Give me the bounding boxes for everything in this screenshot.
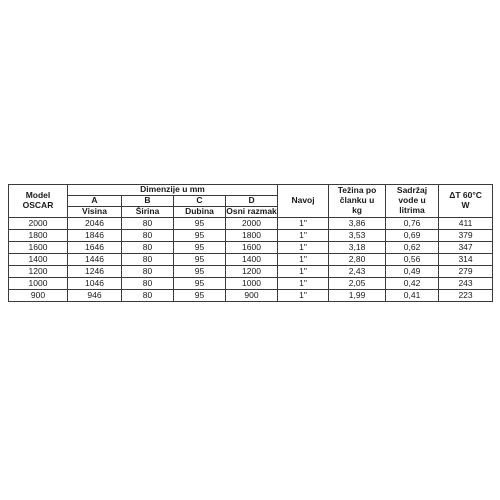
header-col-b-name: Širina — [122, 207, 174, 218]
header-col-a-letter: A — [68, 196, 122, 207]
header-weight-line2: članku u — [339, 195, 375, 206]
table-cell: 1246 — [68, 266, 122, 278]
table-cell: 314 — [439, 254, 493, 266]
table-cell: 0,42 — [386, 278, 439, 290]
radiator-spec-table — [8, 184, 493, 302]
header-heat-output — [439, 185, 493, 218]
table-cell: 95 — [174, 266, 226, 278]
header-dimensions-group: Dimenzije u mm — [68, 185, 278, 196]
table-cell: 1000 — [9, 278, 68, 290]
table-cell: 1" — [278, 290, 329, 302]
header-weight-line3: kg — [352, 204, 362, 215]
table-cell: 279 — [439, 266, 493, 278]
header-col-a-name: Visina — [68, 207, 122, 218]
table-cell: 95 — [174, 290, 226, 302]
table-cell: 900 — [9, 290, 68, 302]
table-cell: 1,99 — [329, 290, 386, 302]
header-model-line2: OSCAR — [22, 200, 54, 210]
table-cell: 1" — [278, 266, 329, 278]
table-cell: 80 — [122, 254, 174, 266]
table-cell: 2,80 — [329, 254, 386, 266]
table-cell: 80 — [122, 278, 174, 290]
table-cell: 2000 — [9, 218, 68, 230]
table-cell: 223 — [439, 290, 493, 302]
table-cell: 411 — [439, 218, 493, 230]
table-cell: 2,43 — [329, 266, 386, 278]
header-power-line2: W — [461, 200, 470, 210]
table-cell: 3,18 — [329, 242, 386, 254]
table-cell: 0,76 — [386, 218, 439, 230]
table-cell: 1" — [278, 254, 329, 266]
table-row — [9, 266, 493, 278]
table-cell: 80 — [122, 230, 174, 242]
table-row — [9, 278, 493, 290]
header-thread: Navoj — [278, 185, 329, 218]
table-cell: 1046 — [68, 278, 122, 290]
table-cell: 2,05 — [329, 278, 386, 290]
table-cell: 1446 — [68, 254, 122, 266]
table-cell: 1" — [278, 230, 329, 242]
table-cell: 1200 — [9, 266, 68, 278]
table-cell: 1" — [278, 278, 329, 290]
table-cell: 95 — [174, 254, 226, 266]
table-cell: 1600 — [226, 242, 278, 254]
header-content-line2: vode u — [398, 195, 426, 206]
header-water-content — [386, 185, 439, 218]
header-col-c-name: Dubina — [174, 207, 226, 218]
table-cell: 1" — [278, 218, 329, 230]
table-cell: 2046 — [68, 218, 122, 230]
table-cell: 2000 — [226, 218, 278, 230]
header-content-line3: litrima — [399, 204, 425, 215]
table-cell: 3,53 — [329, 230, 386, 242]
table-cell: 1600 — [9, 242, 68, 254]
table-cell: 1" — [278, 242, 329, 254]
table-cell: 1200 — [226, 266, 278, 278]
table-cell: 0,49 — [386, 266, 439, 278]
table-cell: 95 — [174, 230, 226, 242]
header-model-line1: Model — [25, 190, 51, 201]
header-col-c-letter: C — [174, 196, 226, 207]
table-body — [9, 218, 493, 302]
header-col-d-letter: D — [226, 196, 278, 207]
table-cell: 95 — [174, 278, 226, 290]
table-cell: 80 — [122, 242, 174, 254]
table-cell: 347 — [439, 242, 493, 254]
table-cell: 80 — [122, 290, 174, 302]
table-cell: 80 — [122, 218, 174, 230]
table-cell: 1800 — [9, 230, 68, 242]
table-cell: 1646 — [68, 242, 122, 254]
table-row — [9, 218, 493, 230]
header-content-line1: Sadržaj — [396, 185, 428, 196]
header-model — [9, 185, 68, 218]
table-cell: 1400 — [226, 254, 278, 266]
table-cell: 0,69 — [386, 230, 439, 242]
header-col-b-letter: B — [122, 196, 174, 207]
table-cell: 95 — [174, 242, 226, 254]
table-row — [9, 290, 493, 302]
table-cell: 0,62 — [386, 242, 439, 254]
header-col-d-name: Osni razmak — [226, 206, 277, 217]
table-cell: 0,56 — [386, 254, 439, 266]
table-cell: 1800 — [226, 230, 278, 242]
header-weight — [329, 185, 386, 218]
header-power-line1: ΔT 60°C — [449, 190, 482, 201]
table-cell: 3,86 — [329, 218, 386, 230]
table-cell: 379 — [439, 230, 493, 242]
table-cell: 243 — [439, 278, 493, 290]
table-cell: 0,41 — [386, 290, 439, 302]
header-row-1 — [9, 185, 493, 196]
table-cell: 1400 — [9, 254, 68, 266]
table-row — [9, 242, 493, 254]
table-row — [9, 230, 493, 242]
table-cell: 1000 — [226, 278, 278, 290]
header-weight-line1: Težina po — [337, 185, 377, 196]
table-cell: 1846 — [68, 230, 122, 242]
table-cell: 900 — [226, 290, 278, 302]
table-row — [9, 254, 493, 266]
table-cell: 80 — [122, 266, 174, 278]
table-cell: 95 — [174, 218, 226, 230]
table-cell: 946 — [68, 290, 122, 302]
